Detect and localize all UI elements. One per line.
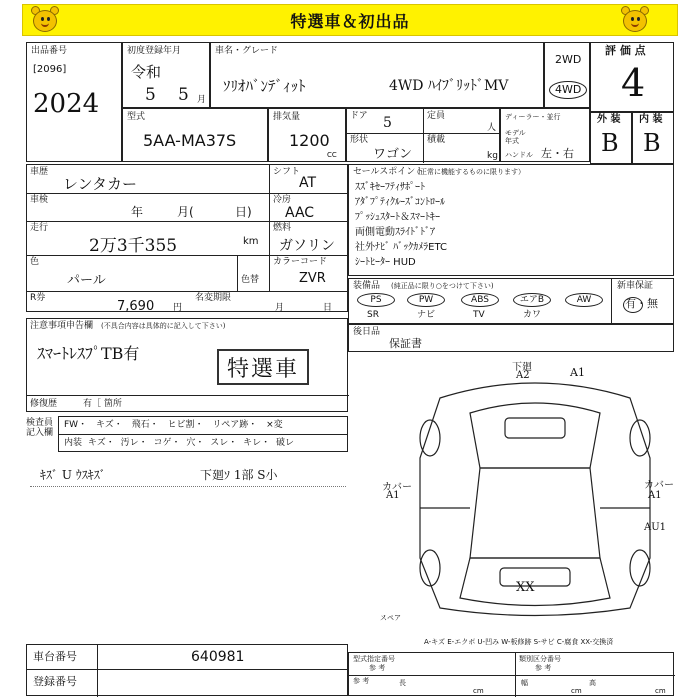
inspection-label: 車検 — [30, 195, 49, 205]
repair-value: 有［ 箇所 — [83, 399, 122, 409]
color-code-label: カラーコード — [273, 257, 328, 267]
int-item-wear: スレ — [210, 438, 229, 448]
recycle-unit: 円 — [173, 303, 183, 313]
dealer-label: ディーラー・並行 — [505, 113, 561, 121]
listing-box — [26, 42, 122, 162]
type-cert-label: 型式指定番号 — [353, 655, 395, 663]
ac-value: AAC — [285, 205, 315, 221]
equipment-box — [348, 278, 674, 324]
int-item-scratch: キズ — [87, 438, 106, 448]
capacity-unit: 人 — [487, 123, 497, 133]
shift-value: AT — [299, 175, 317, 191]
history-value: レンタカー — [63, 175, 138, 193]
inspection-month-unit: 月( — [177, 205, 194, 219]
car-damage-diagram — [400, 358, 670, 628]
reg-month: 5 — [178, 85, 189, 105]
ext-item-deform: ×変 — [266, 420, 283, 430]
equip-sr: SR — [367, 310, 379, 320]
model-label: 型式 — [127, 112, 146, 122]
annot-right-2: A1 — [648, 490, 662, 501]
displacement-value: 1200 — [289, 131, 330, 150]
equip-aw: AW — [565, 293, 603, 307]
sales-points-label: セールスポイント — [353, 167, 425, 177]
era: 令和 — [131, 63, 162, 81]
model-name-label: モデル — [505, 129, 526, 137]
annot-top-2: A2 — [516, 370, 530, 381]
equip-ps: PS — [357, 293, 395, 307]
notes-sub: (不具合内容は具体的に記入して下さい) — [101, 322, 226, 330]
title-deadline-month: 月 — [275, 303, 285, 313]
model-year-label: 年式 — [505, 137, 519, 145]
drive-4wd: 4WD — [555, 83, 582, 96]
capacity-label: 定員 — [427, 111, 446, 121]
ext-score: B — [601, 129, 619, 157]
notes-handwritten: ｽﾏｰﾄﾚｽﾌﾟTB有 — [37, 344, 140, 363]
car-name-box — [210, 42, 544, 108]
ref-label-1: 参 考 — [369, 664, 386, 672]
inspection-summary: ｷｽﾞ U ｳｽｷｽﾞ — [40, 468, 106, 482]
sales-point-item: 両側電動ｽﾗｲﾄﾞﾄﾞｱ — [355, 227, 435, 238]
annot-left-2: A1 — [386, 490, 400, 501]
car-name: ｿﾘｵﾊﾞﾝﾃﾞｨｯﾄ — [223, 77, 306, 95]
new-warranty-value: 有・無 — [625, 297, 658, 310]
score-label: 評 価 点 — [605, 44, 646, 57]
sales-point-item: ｽｽﾞｷｾｰﾌﾃｨｻﾎﾟｰﾄ — [355, 182, 425, 193]
rear-label: 後日品 — [353, 327, 381, 337]
inspection-day-unit: 日) — [235, 205, 252, 219]
title-deadline-day: 日 — [323, 303, 333, 313]
length-label: 長 — [399, 679, 406, 687]
ac-label: 冷房 — [273, 195, 292, 205]
inspection-block — [26, 416, 348, 452]
car-grade: 4WD ﾊｲﾌﾞﾘｯﾄﾞMV — [389, 78, 509, 94]
mileage-unit: km — [243, 236, 259, 247]
fuel-label: 燃料 — [273, 223, 292, 233]
footer-left — [26, 644, 348, 696]
ext-item-chip: 飛石 — [131, 420, 150, 430]
equipment-note: (純正品に限り○をつけて下さい) — [391, 282, 494, 290]
first-reg-label: 初度登録年月 — [127, 46, 182, 56]
sales-point-item: ｼｰﾄﾋｰﾀｰ HUD — [355, 257, 416, 268]
inspection-year-unit: 年 — [131, 205, 144, 219]
shape-value: ワゴン — [373, 147, 413, 162]
tokusen-stamp: 特選車 — [217, 349, 309, 385]
displacement-unit: CC — [327, 151, 337, 159]
equip-tv: TV — [473, 310, 485, 320]
score-value: 4 — [621, 61, 646, 105]
car-name-label: 車名・グレード — [215, 46, 279, 56]
recycle-value: 7,690 — [117, 299, 155, 314]
int-item-hole: 穴 — [186, 438, 196, 448]
shape-label: 形状 — [350, 135, 369, 145]
fuel-value: ガソリン — [279, 238, 335, 254]
sales-point-item: ﾌﾟｯｼｭｽﾀｰﾄ＆ｽﾏｰﾄｷｰ — [355, 212, 440, 223]
inspection-summary-2: 下廻ｿ 1部 S小 — [200, 468, 278, 482]
notes-box — [26, 318, 348, 412]
warranty-value: 保証書 — [389, 337, 422, 350]
int-item-cut: キレ — [243, 438, 262, 448]
sales-points-box — [348, 164, 674, 276]
annot-top: 下廻 — [512, 362, 532, 373]
height-unit: cm — [655, 687, 666, 695]
header-title: 特選車＆初出品 — [290, 11, 410, 31]
listing-label: 出品番号 — [31, 46, 68, 56]
int-score-box — [632, 112, 674, 164]
width-label: 幅 — [521, 679, 528, 687]
color-change-label: 色替 — [241, 275, 260, 285]
body-info-box — [346, 108, 500, 162]
load-unit: kg — [487, 151, 498, 161]
int-item-dirt: 汚レ — [120, 438, 139, 448]
equipment-label: 装備品 — [353, 281, 381, 291]
listing-code: [2096] — [33, 64, 67, 75]
equip-abs: ABS — [461, 293, 499, 307]
equip-airbag: エアB — [513, 293, 551, 307]
ext-item-repair: リペア跡 — [212, 420, 249, 430]
first-registration-box — [122, 42, 210, 108]
annot-xx: XX — [516, 580, 535, 595]
repair-label: 修復歴 — [30, 399, 58, 409]
model-value: 5AA-MA37S — [143, 131, 237, 150]
footer-right — [348, 652, 674, 696]
color-code-value: ZVR — [299, 271, 326, 286]
drive-2wd: 2WD — [555, 53, 582, 66]
annot-left: カバー — [382, 482, 412, 493]
sales-points-note: （正常に機能するものに限ります） — [413, 168, 525, 176]
equip-navi: ナビ — [417, 310, 436, 320]
inspection-ext-items: FW・ キズ・ 飛石・ ヒビ割・ リペア跡・ ×変 — [64, 420, 283, 430]
registration-label: 登録番号 — [33, 675, 77, 688]
spare-label: スペア — [380, 614, 401, 622]
mileage-value: 2万3千355 — [89, 236, 178, 256]
listing-year: 2024 — [33, 89, 100, 119]
drive-box — [544, 42, 590, 108]
page-header — [22, 4, 678, 36]
inspection-int-items: 内装 キズ・ 汚レ・ コゲ・ 穴・ スレ・ キレ・ 破レ — [64, 438, 294, 448]
history-label: 車歴 — [30, 167, 49, 177]
ext-label: 外 装 — [597, 114, 621, 125]
color-value: パール — [67, 273, 106, 288]
damage-legend: A-キズ E-エクボ U-凹み W-板修跡 S-サビ C-腐食 XX-交換済 — [424, 638, 614, 646]
chassis-label: 車台番号 — [33, 650, 77, 663]
mileage-label: 走行 — [30, 223, 49, 233]
notes-label: 注意事項申告欄 — [30, 321, 94, 331]
doors-value: 5 — [383, 115, 392, 131]
int-item-interior: 内装 — [64, 438, 83, 448]
month-unit: 月 — [197, 95, 207, 105]
equip-leather: カワ — [523, 310, 542, 320]
equip-pw: PW — [407, 293, 445, 307]
int-score: B — [643, 129, 661, 157]
sales-point-item: 社外ﾅﾋﾞ ﾊﾞｯｸｶﾒﾗETC — [355, 242, 448, 253]
dealer-box — [500, 108, 590, 162]
displacement-label: 排気量 — [273, 112, 301, 122]
shift-label: シフト — [273, 167, 301, 177]
annot-au1: AU1 — [644, 522, 667, 533]
title-deadline-label: 名変期限 — [195, 293, 232, 303]
ext-item-crack: ヒビ割 — [167, 420, 195, 430]
color-label: 色 — [30, 257, 40, 267]
new-warranty-circle — [623, 297, 643, 313]
mascot-left-icon — [30, 5, 60, 35]
ext-item-scratch: キズ — [95, 420, 114, 430]
annot-a1: A1 — [570, 366, 585, 379]
category-label: 類別区分番号 — [519, 655, 561, 663]
inspection-label: 検査員 記入欄 — [26, 418, 54, 438]
recycle-label: R券 — [30, 293, 46, 303]
load-label: 積載 — [427, 135, 446, 145]
int-item-burn: コゲ — [153, 438, 172, 448]
reg-year: 5 — [145, 85, 156, 105]
doors-label: ドア — [350, 111, 368, 121]
int-item-tear: 破レ — [275, 438, 294, 448]
length-unit: cm — [473, 687, 484, 695]
rear-box — [348, 324, 674, 352]
ref-label-3: 参 考 — [353, 677, 370, 685]
score-box — [590, 42, 674, 112]
handle-label: ハンドル — [505, 151, 533, 159]
handle-value: 左・右 — [541, 147, 574, 160]
sales-point-item: ｱﾀﾞﾌﾟﾃｨｸﾙｰｽﾞｺﾝﾄﾛｰﾙ — [355, 197, 445, 208]
ext-score-box — [590, 112, 632, 164]
ref-label-2: 参 考 — [535, 664, 552, 672]
new-warranty-label: 新車保証 — [617, 281, 654, 291]
history-block — [26, 164, 348, 312]
displacement-box — [268, 108, 346, 162]
height-label: 高 — [589, 679, 596, 687]
annot-right: カバー — [644, 480, 674, 491]
mascot-right-icon — [620, 5, 650, 35]
int-label: 内 装 — [639, 114, 663, 125]
chassis-value: 640981 — [191, 649, 245, 665]
model-box — [122, 108, 268, 162]
width-unit: cm — [571, 687, 582, 695]
ext-item-fw: FW — [64, 420, 79, 430]
